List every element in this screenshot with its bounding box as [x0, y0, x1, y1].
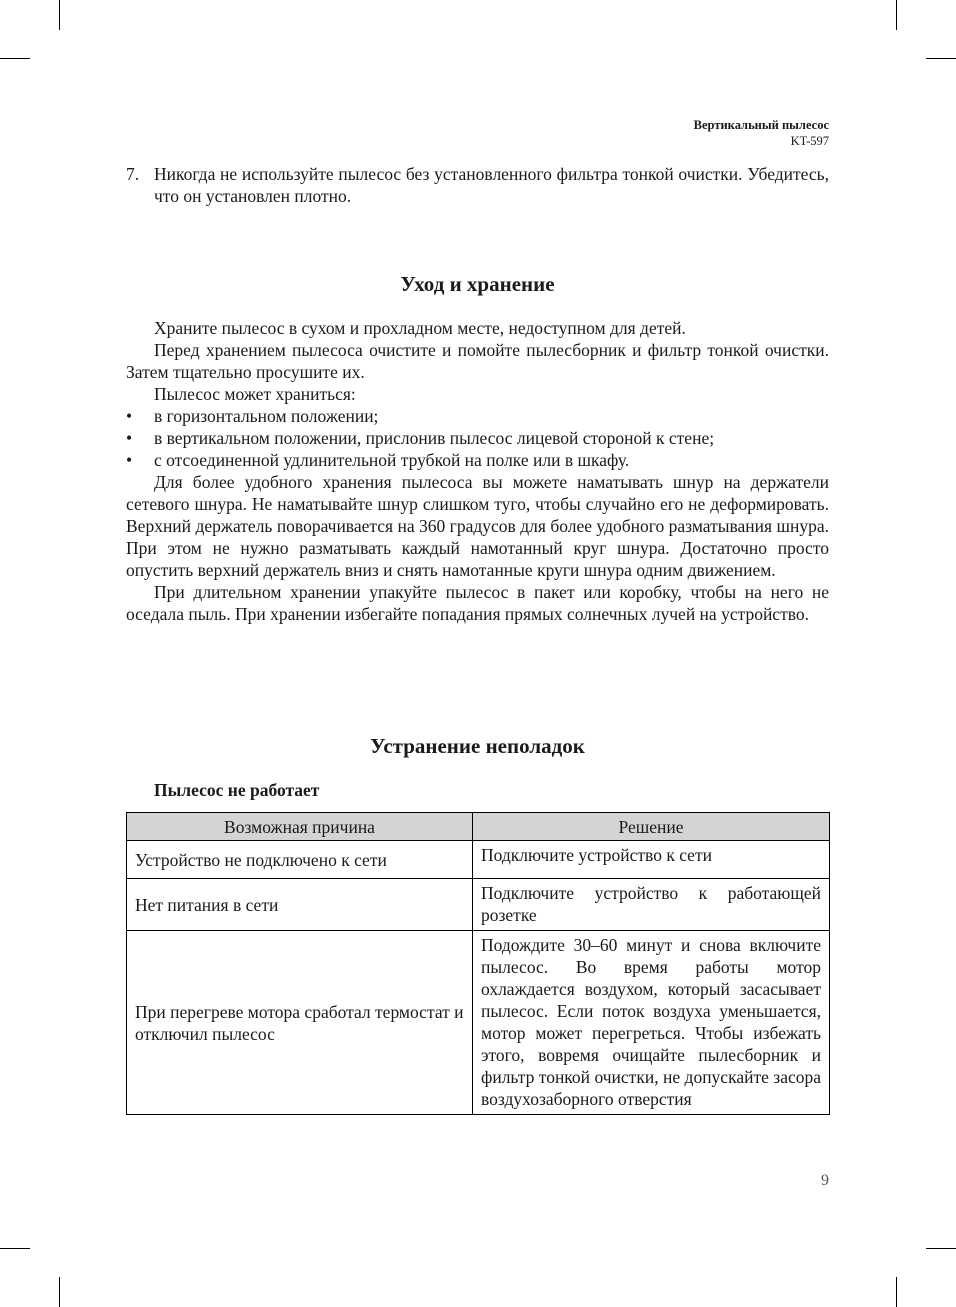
troubleshooting-table [126, 812, 830, 1115]
care-paragraph-3: Пылесос может храниться: [154, 384, 356, 404]
storage-list [126, 405, 829, 471]
table-header-row [127, 813, 830, 841]
column-header-cause: Возможная причина [127, 813, 473, 841]
table-row [127, 879, 830, 931]
care-paragraph-2: Перед хранением пылесоса очистите и помойте пылесборник и фильтр тонкой очистки. Затем тщательно просушите их. [126, 340, 829, 382]
crop-mark [0, 1248, 30, 1249]
column-header-solution: Решение [473, 813, 830, 841]
header-title: Вертикальный пылесос [693, 118, 829, 132]
header-model: KT-597 [790, 134, 829, 148]
troubleshooting-heading: Устранение неполадок [370, 734, 585, 758]
crop-mark [896, 0, 897, 30]
troubleshooting-subheading: Пылесос не работает [154, 780, 320, 800]
list-item: • с отсоединенной удлинительной трубкой на полке или в шкафу. [126, 450, 630, 470]
page-content [126, 163, 829, 1109]
item-text: Никогда не используйте пылесос без установленного фильтра тонкой очистки. Убедитесь, что он установлен плотно. [154, 164, 829, 206]
crop-mark [59, 0, 60, 30]
table-row [127, 931, 830, 1115]
solution-cell: Подключите устройство к работающей розетке [473, 879, 830, 931]
care-paragraph-1: Храните пылесос в сухом и прохладном месте, недоступном для детей. [154, 318, 686, 338]
cause-cell: Устройство не подключено к сети [127, 841, 473, 879]
list-item: • в вертикальном положении, прислонив пылесос лицевой стороной к стене; [126, 428, 715, 448]
table-row [127, 841, 830, 879]
care-heading: Уход и хранение [400, 272, 555, 296]
cause-cell: Нет питания в сети [127, 879, 473, 931]
crop-mark [896, 1277, 897, 1307]
care-paragraph-5: При длительном хранении упакуйте пылесос в пакет или коробку, чтобы на него не оседала пыль. При хранении избегайте попадания прямых солнечных лучей на устройство. [126, 582, 829, 624]
crop-mark [59, 1277, 60, 1307]
list-item: • в горизонтальном положении; [126, 406, 379, 426]
list-item-7 [126, 163, 829, 207]
crop-mark [926, 58, 956, 59]
crop-mark [926, 1248, 956, 1249]
care-paragraph-4: Для более удобного хранения пылесоса вы можете наматывать шнур на держатели сетевого шнура. Не наматывайте шнур слишком туго, чтобы случайно его не деформировать. Верхний держатель поворачивается на 360 градусов для более удобного разматывания шнура. При этом не нужно разматывать каждый намотанный круг шнура. Достаточно просто опустить верхний держатель вниз и снять намотанные круги шнура одним движением. [126, 472, 829, 580]
item-number: 7. [126, 164, 140, 184]
solution-cell: Подождите 30–60 минут и снова включите пылесос. Во время работы мотор охлаждается воздухом, который засасывает пылесос. Если поток воздуха уменьшается, мотор может перегреться. Чтобы избежать этого, вовремя очищайте пылесборник и фильтр тонкой очистки, не допускайте засора воздухозаборного отверстия [473, 931, 830, 1115]
page-number: 9 [821, 1172, 829, 1189]
crop-mark [0, 58, 30, 59]
cause-cell: При перегреве мотора сработал термостат и отключил пылесос [127, 931, 473, 1115]
running-header [694, 117, 829, 149]
solution-cell: Подключите устройство к сети [473, 841, 830, 879]
care-section [126, 317, 829, 625]
